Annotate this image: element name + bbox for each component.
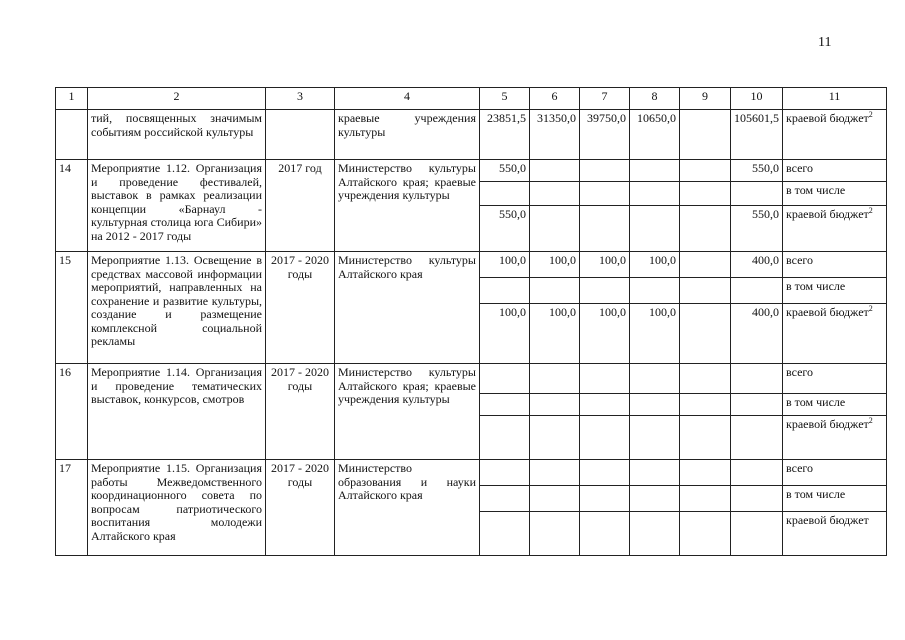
funding-source-label: краевой бюджет bbox=[786, 111, 869, 125]
years-cell bbox=[266, 110, 335, 160]
amount-cell-c10 bbox=[731, 278, 783, 304]
activity-cell: Мероприятие 1.14. Организация и проведение тематических выставок, конкурсов, смотров bbox=[88, 364, 266, 460]
amount-cell-c7 bbox=[580, 512, 630, 556]
executor-cell: Министерство культуры Алтайского края; краевые учреждения культуры bbox=[335, 364, 480, 460]
amount-cell-c8: 100,0 bbox=[630, 304, 680, 364]
executor-cell: краевые учреждения культуры bbox=[335, 110, 480, 160]
footnote-marker: 2 bbox=[868, 304, 873, 313]
amount-cell-c10 bbox=[731, 394, 783, 416]
funding-source-cell bbox=[783, 206, 887, 252]
amount-cell-c10 bbox=[731, 460, 783, 486]
amount-cell-c6 bbox=[530, 206, 580, 252]
funding-source-label: в том числе bbox=[786, 279, 846, 293]
amount-cell-c5: 100,0 bbox=[480, 304, 530, 364]
amount-cell-c8 bbox=[630, 364, 680, 394]
row-number-cell: 14 bbox=[56, 160, 88, 252]
column-header: 1 bbox=[56, 88, 88, 110]
amount-cell-c5 bbox=[480, 416, 530, 460]
footnote-marker: 2 bbox=[868, 110, 873, 119]
amount-cell-c8 bbox=[630, 160, 680, 182]
amount-cell-c5 bbox=[480, 278, 530, 304]
amount-cell-c6 bbox=[530, 460, 580, 486]
amount-cell-c5 bbox=[480, 486, 530, 512]
amount-cell-c10 bbox=[731, 416, 783, 460]
amount-cell-c9 bbox=[680, 278, 731, 304]
table-row bbox=[56, 110, 887, 160]
amount-cell-c6 bbox=[530, 486, 580, 512]
years-cell: 2017 год bbox=[266, 160, 335, 252]
column-header: 4 bbox=[335, 88, 480, 110]
funding-source-cell bbox=[783, 182, 887, 206]
column-header: 2 bbox=[88, 88, 266, 110]
amount-cell-c5 bbox=[480, 364, 530, 394]
amount-cell-c9 bbox=[680, 110, 731, 160]
amount-cell-c6: 100,0 bbox=[530, 304, 580, 364]
table-row bbox=[56, 460, 887, 486]
activity-cell: Мероприятие 1.12. Организация и проведение фестивалей, выставок в рамках реализации концепции «Барнаул - культурная столица юга Сибири» на 2012 - 2017 годы bbox=[88, 160, 266, 252]
executor-cell: Министерство культуры Алтайского края bbox=[335, 252, 480, 364]
funding-source-label: краевой бюджет bbox=[786, 207, 869, 221]
amount-cell-c5 bbox=[480, 460, 530, 486]
amount-cell-c10 bbox=[731, 364, 783, 394]
amount-cell-c5: 23851,5 bbox=[480, 110, 530, 160]
funding-source-label: всего bbox=[786, 161, 814, 175]
funding-source-cell bbox=[783, 364, 887, 394]
amount-cell-c7: 39750,0 bbox=[580, 110, 630, 160]
funding-source-label: всего bbox=[786, 253, 814, 267]
amount-cell-c9 bbox=[680, 512, 731, 556]
amount-cell-c6 bbox=[530, 160, 580, 182]
amount-cell-c9 bbox=[680, 182, 731, 206]
budget-table bbox=[55, 87, 887, 556]
funding-source-label: в том числе bbox=[786, 183, 846, 197]
amount-cell-c9 bbox=[680, 206, 731, 252]
amount-cell-c8: 10650,0 bbox=[630, 110, 680, 160]
amount-cell-c10 bbox=[731, 512, 783, 556]
footnote-marker: 2 bbox=[868, 416, 873, 425]
table-header-row bbox=[56, 88, 887, 110]
amount-cell-c7 bbox=[580, 278, 630, 304]
funding-source-cell bbox=[783, 486, 887, 512]
amount-cell-c9 bbox=[680, 416, 731, 460]
funding-source-cell bbox=[783, 110, 887, 160]
amount-cell-c6 bbox=[530, 416, 580, 460]
years-cell: 2017 - 2020 годы bbox=[266, 460, 335, 556]
funding-source-cell bbox=[783, 416, 887, 460]
row-number-cell: 15 bbox=[56, 252, 88, 364]
amount-cell-c7: 100,0 bbox=[580, 304, 630, 364]
years-cell: 2017 - 2020 годы bbox=[266, 364, 335, 460]
amount-cell-c9 bbox=[680, 486, 731, 512]
table-row bbox=[56, 364, 887, 394]
page-number: 11 bbox=[818, 35, 832, 50]
amount-cell-c10: 550,0 bbox=[731, 206, 783, 252]
amount-cell-c9 bbox=[680, 160, 731, 182]
activity-cell: Мероприятие 1.15. Организация работы Межведомственного координационного совета по вопросам патриотического воспитания молодежи Алтайского края bbox=[88, 460, 266, 556]
amount-cell-c7: 100,0 bbox=[580, 252, 630, 278]
funding-source-cell bbox=[783, 394, 887, 416]
column-header: 6 bbox=[530, 88, 580, 110]
amount-cell-c10 bbox=[731, 182, 783, 206]
amount-cell-c7 bbox=[580, 486, 630, 512]
amount-cell-c8 bbox=[630, 394, 680, 416]
amount-cell-c5: 550,0 bbox=[480, 206, 530, 252]
funding-source-label: краевой бюджет bbox=[786, 305, 869, 319]
funding-source-label: в том числе bbox=[786, 487, 846, 501]
executor-cell: Министерство образования и науки Алтайского края bbox=[335, 460, 480, 556]
funding-source-cell bbox=[783, 460, 887, 486]
amount-cell-c6: 31350,0 bbox=[530, 110, 580, 160]
amount-cell-c8 bbox=[630, 486, 680, 512]
row-number-cell bbox=[56, 110, 88, 160]
amount-cell-c8 bbox=[630, 206, 680, 252]
amount-cell-c7 bbox=[580, 460, 630, 486]
amount-cell-c7 bbox=[580, 160, 630, 182]
amount-cell-c9 bbox=[680, 304, 731, 364]
column-header: 9 bbox=[680, 88, 731, 110]
funding-source-cell bbox=[783, 304, 887, 364]
funding-source-label: краевой бюджет bbox=[786, 417, 869, 431]
amount-cell-c10 bbox=[731, 486, 783, 512]
amount-cell-c5 bbox=[480, 182, 530, 206]
executor-cell: Министерство культуры Алтайского края; краевые учреждения культуры bbox=[335, 160, 480, 252]
amount-cell-c9 bbox=[680, 252, 731, 278]
funding-source-cell bbox=[783, 160, 887, 182]
amount-cell-c6 bbox=[530, 182, 580, 206]
funding-source-cell bbox=[783, 278, 887, 304]
column-header: 7 bbox=[580, 88, 630, 110]
funding-source-label: в том числе bbox=[786, 395, 846, 409]
funding-source-label: всего bbox=[786, 365, 814, 379]
amount-cell-c7 bbox=[580, 394, 630, 416]
amount-cell-c6 bbox=[530, 394, 580, 416]
amount-cell-c10: 400,0 bbox=[731, 252, 783, 278]
amount-cell-c7 bbox=[580, 182, 630, 206]
amount-cell-c6 bbox=[530, 278, 580, 304]
amount-cell-c8 bbox=[630, 460, 680, 486]
amount-cell-c10: 105601,5 bbox=[731, 110, 783, 160]
amount-cell-c7 bbox=[580, 206, 630, 252]
funding-source-cell bbox=[783, 512, 887, 556]
amount-cell-c6: 100,0 bbox=[530, 252, 580, 278]
amount-cell-c5: 100,0 bbox=[480, 252, 530, 278]
funding-source-cell bbox=[783, 252, 887, 278]
amount-cell-c8 bbox=[630, 182, 680, 206]
column-header: 10 bbox=[731, 88, 783, 110]
footnote-marker: 2 bbox=[868, 206, 873, 215]
amount-cell-c9 bbox=[680, 364, 731, 394]
activity-cell: Мероприятие 1.13. Освещение в средствах массовой информации мероприятий, направленных на сохранение и развитие культуры, создание и размещение комплексной социальной рекламы bbox=[88, 252, 266, 364]
funding-source-label: краевой бюджет bbox=[786, 513, 869, 527]
amount-cell-c7 bbox=[580, 416, 630, 460]
amount-cell-c10: 400,0 bbox=[731, 304, 783, 364]
amount-cell-c10: 550,0 bbox=[731, 160, 783, 182]
amount-cell-c8 bbox=[630, 416, 680, 460]
amount-cell-c5: 550,0 bbox=[480, 160, 530, 182]
amount-cell-c6 bbox=[530, 512, 580, 556]
amount-cell-c7 bbox=[580, 364, 630, 394]
row-number-cell: 16 bbox=[56, 364, 88, 460]
column-header: 8 bbox=[630, 88, 680, 110]
amount-cell-c9 bbox=[680, 394, 731, 416]
column-header: 5 bbox=[480, 88, 530, 110]
funding-source-label: всего bbox=[786, 461, 814, 475]
amount-cell-c6 bbox=[530, 364, 580, 394]
amount-cell-c5 bbox=[480, 394, 530, 416]
table-row bbox=[56, 160, 887, 182]
activity-cell: тий, посвященных значимым событиям российской культуры bbox=[88, 110, 266, 160]
column-header: 3 bbox=[266, 88, 335, 110]
row-number-cell: 17 bbox=[56, 460, 88, 556]
amount-cell-c8 bbox=[630, 278, 680, 304]
amount-cell-c5 bbox=[480, 512, 530, 556]
amount-cell-c8: 100,0 bbox=[630, 252, 680, 278]
amount-cell-c8 bbox=[630, 512, 680, 556]
years-cell: 2017 - 2020 годы bbox=[266, 252, 335, 364]
table-row bbox=[56, 252, 887, 278]
amount-cell-c9 bbox=[680, 460, 731, 486]
column-header: 11 bbox=[783, 88, 887, 110]
